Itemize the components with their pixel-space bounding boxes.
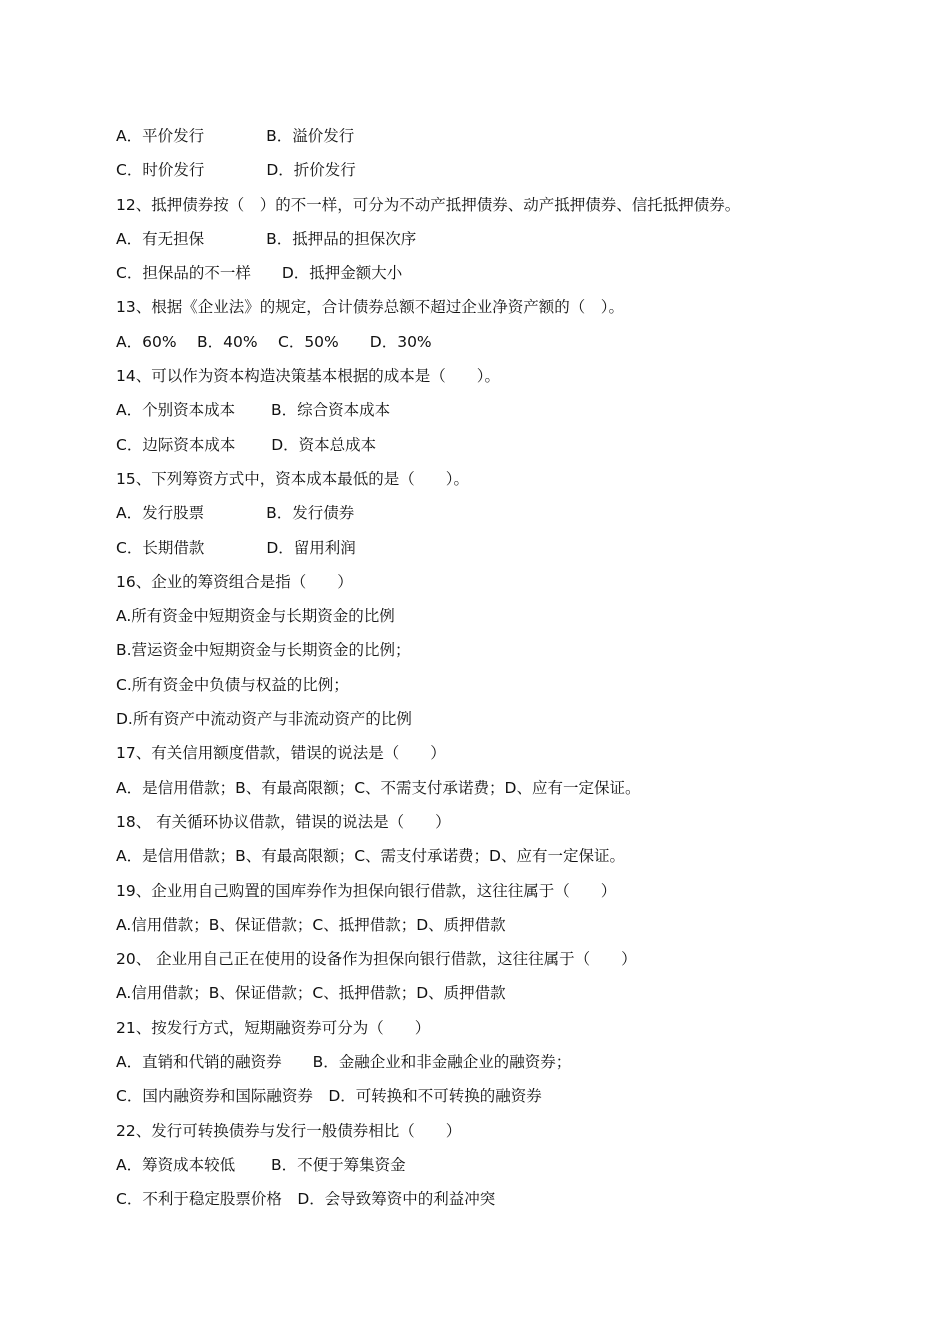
question-line: 19、企业用自己购置的国库券作为担保向银行借款，这往往属于（ ）: [116, 881, 617, 900]
option-line: A．60% B．40% C．50% D．30%: [116, 332, 432, 351]
question-line: 13、根据《企业法》的规定，合计债券总额不超过企业净资产额的（ ）。: [116, 298, 624, 317]
question-line: 12、抵押债券按（ ）的不一样，可分为不动产抵押债券、动产抵押债券、信托抵押债券。: [116, 195, 741, 214]
option-line: A.所有资金中短期资金与长期资金的比例: [116, 607, 395, 626]
option-line: A.信用借款；B、保证借款；C、抵押借款；D、质押借款: [116, 984, 506, 1003]
option-line: C．边际资本成本 D．资本总成本: [116, 435, 377, 454]
option-line: A．平价发行 B．溢价发行: [116, 127, 355, 145]
option-line: A．发行股票 B．发行债券: [116, 504, 355, 523]
option-line: A．直销和代销的融资券 B．金融企业和非金融企业的融资券；: [116, 1053, 572, 1072]
question-line: 17、有关信用额度借款，错误的说法是（ ）: [116, 744, 446, 763]
option-line: A.信用借款；B、保证借款；C、抵押借款；D、质押借款: [116, 915, 506, 934]
question-line: 22、发行可转换债券与发行一般债券相比（ ）: [116, 1121, 462, 1140]
question-line: 14、可以作为资本构造决策基本根据的成本是（ ）。: [116, 367, 500, 386]
option-line: C．长期借款 D．留用利润: [116, 538, 356, 557]
option-line: C．担保品的不一样 D．抵押金额大小: [116, 264, 403, 283]
option-line: C．国内融资券和国际融资券 D．可转换和不可转换的融资券: [116, 1087, 542, 1106]
option-line: A．是信用借款；B、有最高限额；C、需支付承诺费；D、应有一定保证。: [116, 847, 625, 866]
option-line: C．时价发行 D．折价发行: [116, 161, 356, 180]
document-page: [116, 119, 916, 1217]
option-line: A．是信用借款；B、有最高限额；C、不需支付承诺费；D、应有一定保证。: [116, 778, 641, 797]
option-line: C.所有资金中负债与权益的比例；: [116, 675, 349, 694]
question-line: 21、按发行方式，短期融资券可分为（ ）: [116, 1018, 431, 1037]
question-line: 15、下列筹资方式中，资本成本最低的是（ ）。: [116, 469, 469, 488]
option-line: A．筹资成本较低 B．不便于筹集资金: [116, 1155, 406, 1174]
question-line: 18、 有关循环协议借款，错误的说法是（ ）: [116, 812, 451, 831]
option-line: B.营运资金中短期资金与长期资金的比例；: [116, 641, 411, 660]
option-line: A．个别资本成本 B．综合资本成本: [116, 401, 391, 420]
option-line: A．有无担保 B．抵押品的担保次序: [116, 229, 417, 248]
question-line: 16、企业的筹资组合是指（ ）: [116, 572, 353, 591]
question-line: 20、 企业用自己正在使用的设备作为担保向银行借款，这往往属于（ ）: [116, 950, 637, 969]
option-line: D.所有资产中流动资产与非流动资产的比例: [116, 710, 412, 729]
option-line: C．不利于稳定股票价格 D．会导致筹资中的利益冲突: [116, 1190, 496, 1209]
